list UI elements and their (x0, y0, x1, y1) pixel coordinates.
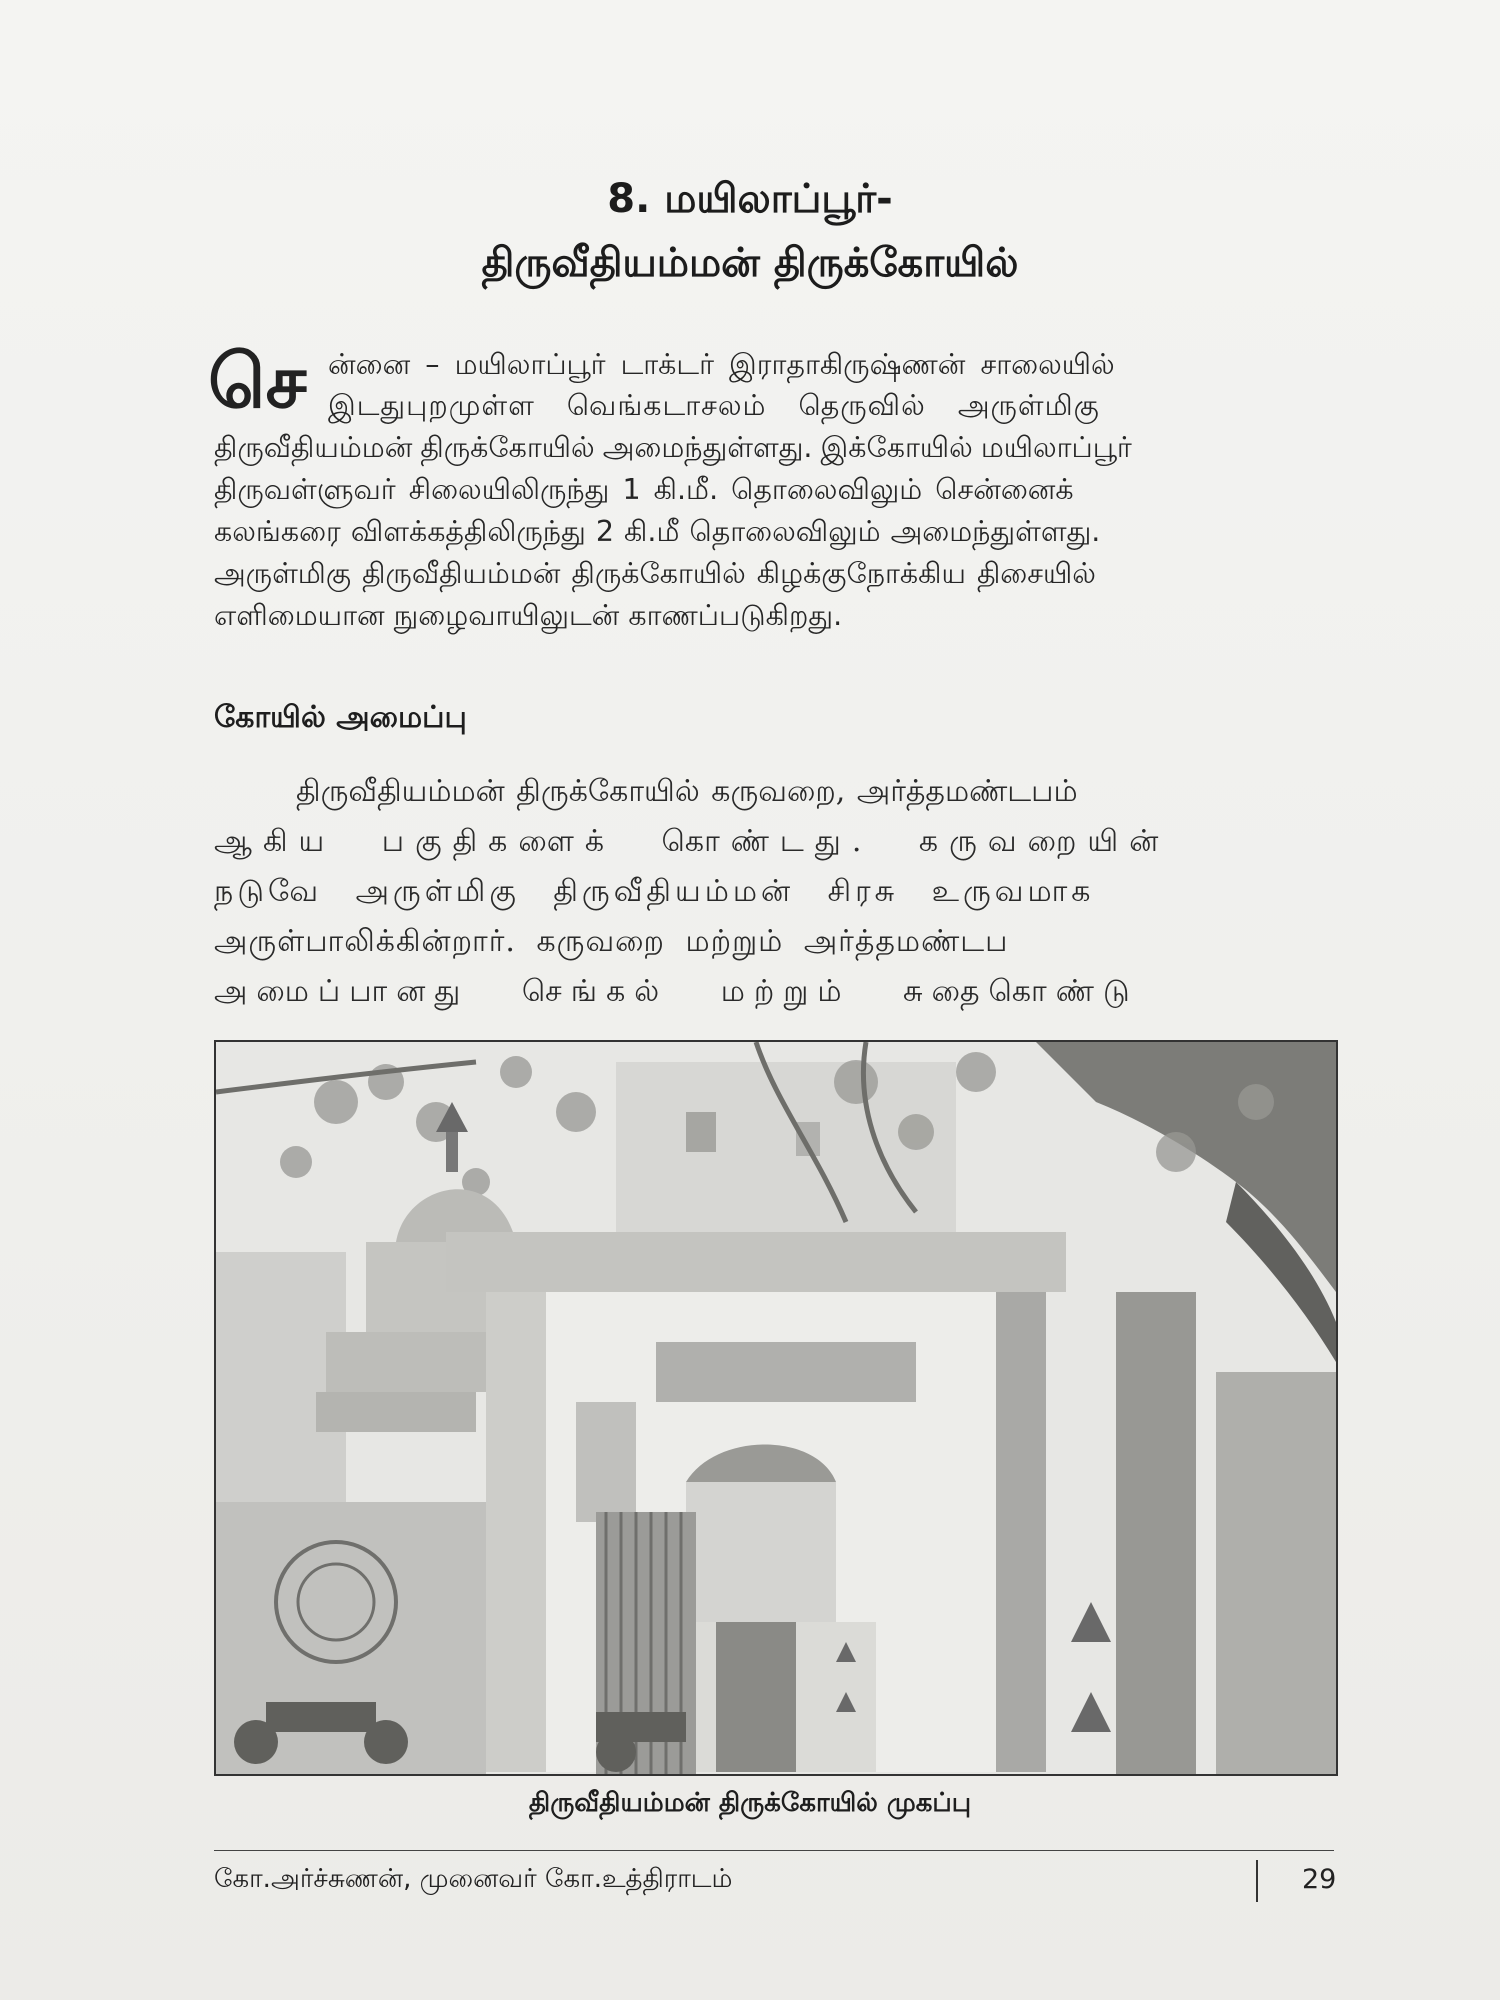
footer-separator (1256, 1860, 1258, 1902)
body-line-3: நடுவே அருள்மிகு திருவீதியம்மன் சிரசு உருவமாக (214, 874, 1095, 909)
intro-line-3: திருவீதியம்மன் திருக்கோயில் அமைந்துள்ளது. இக்கோயில் மயிலாப்பூர் (214, 431, 1132, 464)
footer-authors: கோ.அர்ச்சுணன், முனைவர் கோ.உத்திராடம் (214, 1864, 733, 1894)
figure-caption: திருவீதியம்மன் திருக்கோயில் முகப்பு (528, 1788, 972, 1818)
intro-line-6: அருள்மிகு திருவீதியம்மன் திருக்கோயில் கிழக்குநோக்கிய திசையில் (214, 557, 1096, 590)
body-line-1: திருவீதியம்மன் திருக்கோயில் கருவறை, அர்த்தமண்டபம் (296, 774, 1078, 809)
drop-cap: செ (208, 339, 307, 425)
intro-line-5: கலங்கரை விளக்கத்திலிருந்து 2 கி.மீ தொலைவிலும் அமைந்துள்ளது. (214, 515, 1101, 548)
body-line-2: ஆகிய பகுதிகளைக் கொண்டது. கருவறையின் (214, 824, 1170, 859)
page-number: 29 (1302, 1864, 1337, 1895)
chapter-title-line1: 8. மயிலாப்பூர்- (607, 176, 893, 222)
section-heading: கோயில் அமைப்பு (214, 700, 467, 735)
chapter-title-line2: திருவீதியம்மன் திருக்கோயில் (481, 240, 1019, 286)
intro-line-7: எளிமையான நுழைவாயிலுடன் காணப்படுகிறது. (214, 599, 843, 632)
temple-facade-photo (214, 1040, 1338, 1776)
intro-line-4: திருவள்ளுவர் சிலையிலிருந்து 1 கி.மீ. தொலைவிலும் சென்னைக் (214, 473, 1074, 506)
intro-line-2: இடதுபுறமுள்ள வெங்கடாசலம் தெருவில் அருள்மிகு (328, 389, 1100, 422)
footer-divider (214, 1850, 1334, 1851)
body-line-5: அமைப்பானது செங்கல் மற்றும் சுதைகொண்டு (214, 974, 1139, 1009)
body-line-4: அருள்பாலிக்கின்றார். கருவறை மற்றும் அர்த்தமண்டப (214, 924, 1009, 959)
intro-line-1: ன்னை – மயிலாப்பூர் டாக்டர் இராதாகிருஷ்ணன் சாலையில் (328, 348, 1115, 381)
